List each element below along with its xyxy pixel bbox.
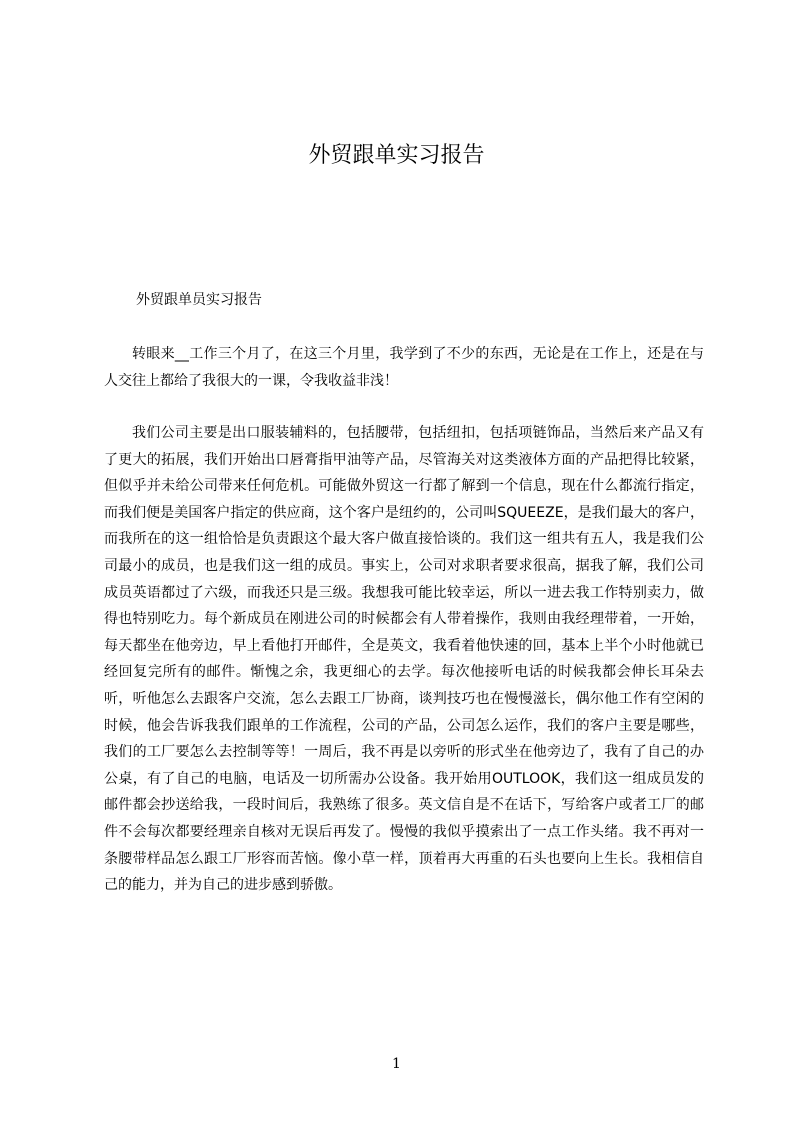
page-number: 1 xyxy=(392,1056,401,1072)
body-paragraph: 我们公司主要是出口服装辅料的，包括腰带，包括纽扣，包括项链饰品，当然后来产品又有了更大的拓展，我们开始出口唇膏指甲油等产品，尽管海关对这类液体方面的产品把得比较紧，但似乎并未给公司带来任何危机。可能做外贸这一行都了解到一个信息，现在什么都流行指定，而我们便是美国客户指定的供应商，这个客户是纽约的，公司叫SQUEEZE，是我们最大的客户，而我所在的这一组恰恰是负责跟这个最大客户做直接恰谈的。我们这一组共有五人，我是我们公司最小的成员，也是我们这一组的成员。事实上，公司对求职者要求很高，据我了解，我们公司成员英语都过了六级，而我还只是三级。我想我可能比较幸运，所以一进去我工作特别卖力，做得也特别吃力。每个新成员在刚进公司的时候都会有人带着操作，我则由我经理带着，一开始，每天都坐在他旁边，早上看他打开邮件，全是英文，我看着他快速的回，基本上半个小时他就已经回复完所有的邮件。惭愧之余，我更细心的去学。每次他接听电话的时候我都会伸长耳朵去听，听他怎么去跟客户交流，怎么去跟工厂协商，谈判技巧也在慢慢滋长，偶尔他工作有空闲的时候，他会告诉我我们跟单的工作流程，公司的产品，公司怎么运作，我们的客户主要是哪些，我们的工厂要怎么去控制等等！一周后，我不再是以旁听的形式坐在他旁边了，我有了自己的办公桌，有了自己的电脑，电话及一切所需办公设备。我开始用OUTLOOK，我们这一组成员发的邮件都会抄送给我，一段时间后，我熟练了很多。英文信自是不在话下，写给客户或者工厂的邮件不会每次都要经理亲自核对无误后再发了。慢慢的我似乎摸索出了一点工作头绪。我不再对一条腰带样品怎么跟工厂形容而苦恼。像小草一样，顶着再大再重的石头也要向上生长。我相信自己的能力，并为自己的进步感到骄傲。 xyxy=(104,425,704,894)
document-subtitle: 外贸跟单员实习报告 xyxy=(136,292,262,308)
body-paragraph: 转眼来__工作三个月了，在这三个月里，我学到了不少的东西，无论是在工作上，还是在与人交往上都给了我很大的一课，令我收益非浅！ xyxy=(104,346,704,389)
document-title: 外贸跟单实习报告 xyxy=(308,143,485,168)
